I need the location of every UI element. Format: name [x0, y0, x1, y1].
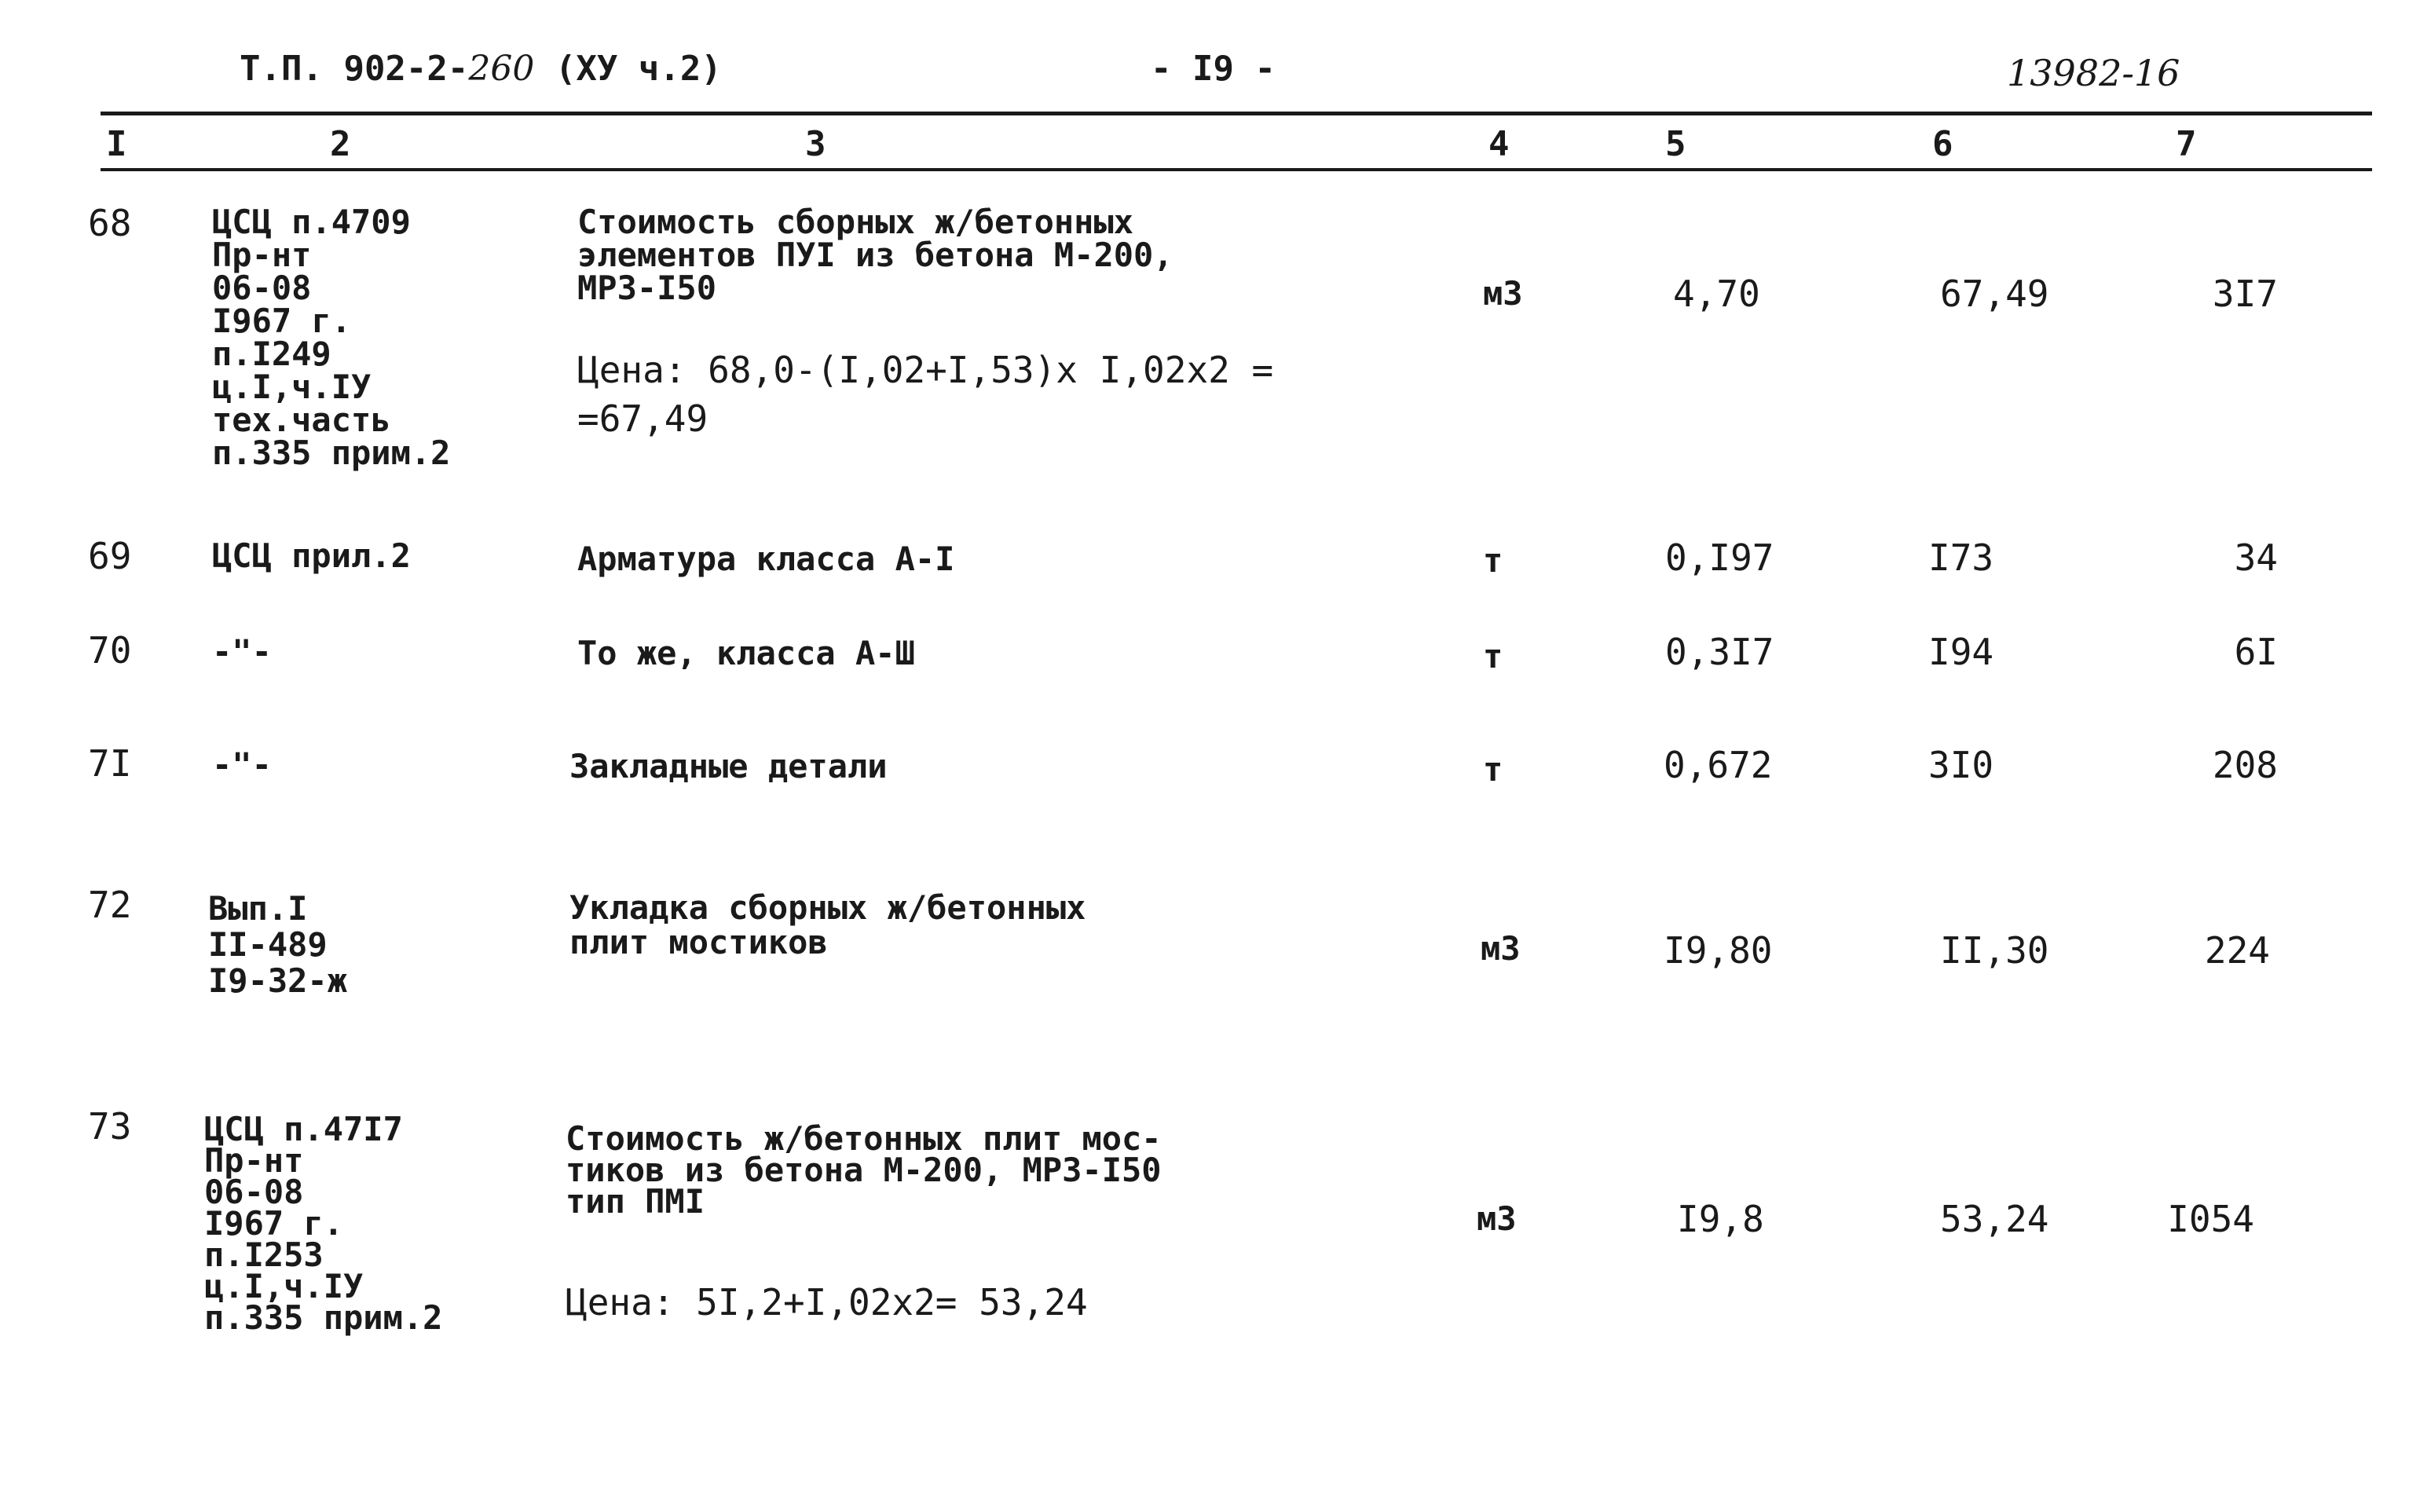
- row-price: I94: [1928, 631, 1994, 673]
- row-price: 3I0: [1928, 744, 1994, 786]
- row-number: 70: [88, 629, 132, 672]
- row-price: 53,24: [1940, 1198, 2049, 1240]
- row-number: 72: [88, 884, 132, 926]
- row-total: 3I7: [2212, 273, 2278, 315]
- row-quantity: 0,I97: [1665, 536, 1774, 579]
- column-number-1: I: [106, 124, 127, 164]
- row-description: Арматура класса А-I: [577, 540, 955, 578]
- row-price: 67,49: [1940, 273, 2049, 315]
- row-unit: м3: [1481, 929, 1521, 968]
- row-quantity: I9,80: [1664, 929, 1773, 972]
- row-quantity: 0,672: [1664, 744, 1773, 786]
- row-total: 6I: [2234, 631, 2278, 673]
- row-reference: -"-: [212, 745, 272, 784]
- column-number-3: 3: [805, 124, 826, 164]
- row-total: 34: [2234, 536, 2278, 579]
- row-description: Стоимость ж/бетонных плит мос- тиков из бетона М-200, МРЗ-I50 тип ПМI: [566, 1119, 1162, 1221]
- row-total: 224: [2204, 929, 2270, 972]
- row-quantity: I9,8: [1677, 1198, 1764, 1240]
- row-description: Укладка сборных ж/бетонных плит мостиков: [569, 888, 1086, 961]
- row-description: Закладные детали: [569, 747, 888, 785]
- row-reference: ЦСЦ п.4709 Пр-нт 06-08 I967 г. п.I249 ц.I,ч.IУ тех.часть п.335 прим.2: [212, 203, 451, 472]
- column-number-5: 5: [1665, 124, 1686, 164]
- row-number: 68: [88, 202, 132, 244]
- row-number: 73: [88, 1105, 132, 1148]
- column-number-4: 4: [1488, 124, 1510, 164]
- column-number-6: 6: [1932, 124, 1953, 164]
- row-price-note: Цена: 5I,2+I,02х2= 53,24: [566, 1281, 1088, 1323]
- row-unit: т: [1483, 750, 1503, 789]
- row-unit: м3: [1483, 274, 1523, 313]
- column-number-2: 2: [330, 124, 351, 164]
- row-total: 208: [2212, 744, 2278, 786]
- document-code-suffix: (ХУ ч.2): [534, 49, 722, 89]
- row-reference: ЦСЦ п.47I7 Пр-нт 06-08 I967 г. п.I253 ц.I,ч.IУ п.335 прим.2: [204, 1110, 443, 1337]
- row-quantity: 0,3I7: [1665, 631, 1774, 673]
- table-top-rule: [101, 112, 2372, 115]
- row-description: Стоимость сборных ж/бетонных элементов ПУI из бетона М-200, МРЗ-I50: [577, 203, 1173, 307]
- row-number: 69: [88, 535, 132, 577]
- row-unit: м3: [1477, 1199, 1517, 1238]
- row-quantity: 4,70: [1673, 273, 1760, 315]
- document-code-handwritten: 260: [468, 49, 535, 89]
- row-unit: т: [1483, 637, 1503, 675]
- document-code: [240, 49, 722, 89]
- row-price-note: Цена: 68,0-(I,02+I,53)х I,02х2 = =67,49: [577, 349, 1274, 440]
- row-reference: ЦСЦ прил.2: [212, 536, 411, 575]
- row-price: I73: [1928, 536, 1994, 579]
- row-description: То же, класса А-Ш: [577, 634, 915, 672]
- row-price: II,30: [1940, 929, 2049, 972]
- page-number: - I9 -: [1151, 49, 1276, 89]
- row-total: I054: [2167, 1198, 2254, 1240]
- inventory-number: 13982-16: [2007, 52, 2180, 94]
- row-number: 7I: [88, 742, 132, 785]
- table-header-rule: [101, 168, 2372, 171]
- row-reference: -"-: [212, 632, 272, 671]
- document-code-prefix: Т.П. 902-2-: [240, 49, 469, 89]
- row-unit: т: [1483, 541, 1503, 580]
- row-reference: Вып.I II-489 I9-32-ж: [208, 889, 348, 1000]
- column-number-7: 7: [2176, 124, 2197, 164]
